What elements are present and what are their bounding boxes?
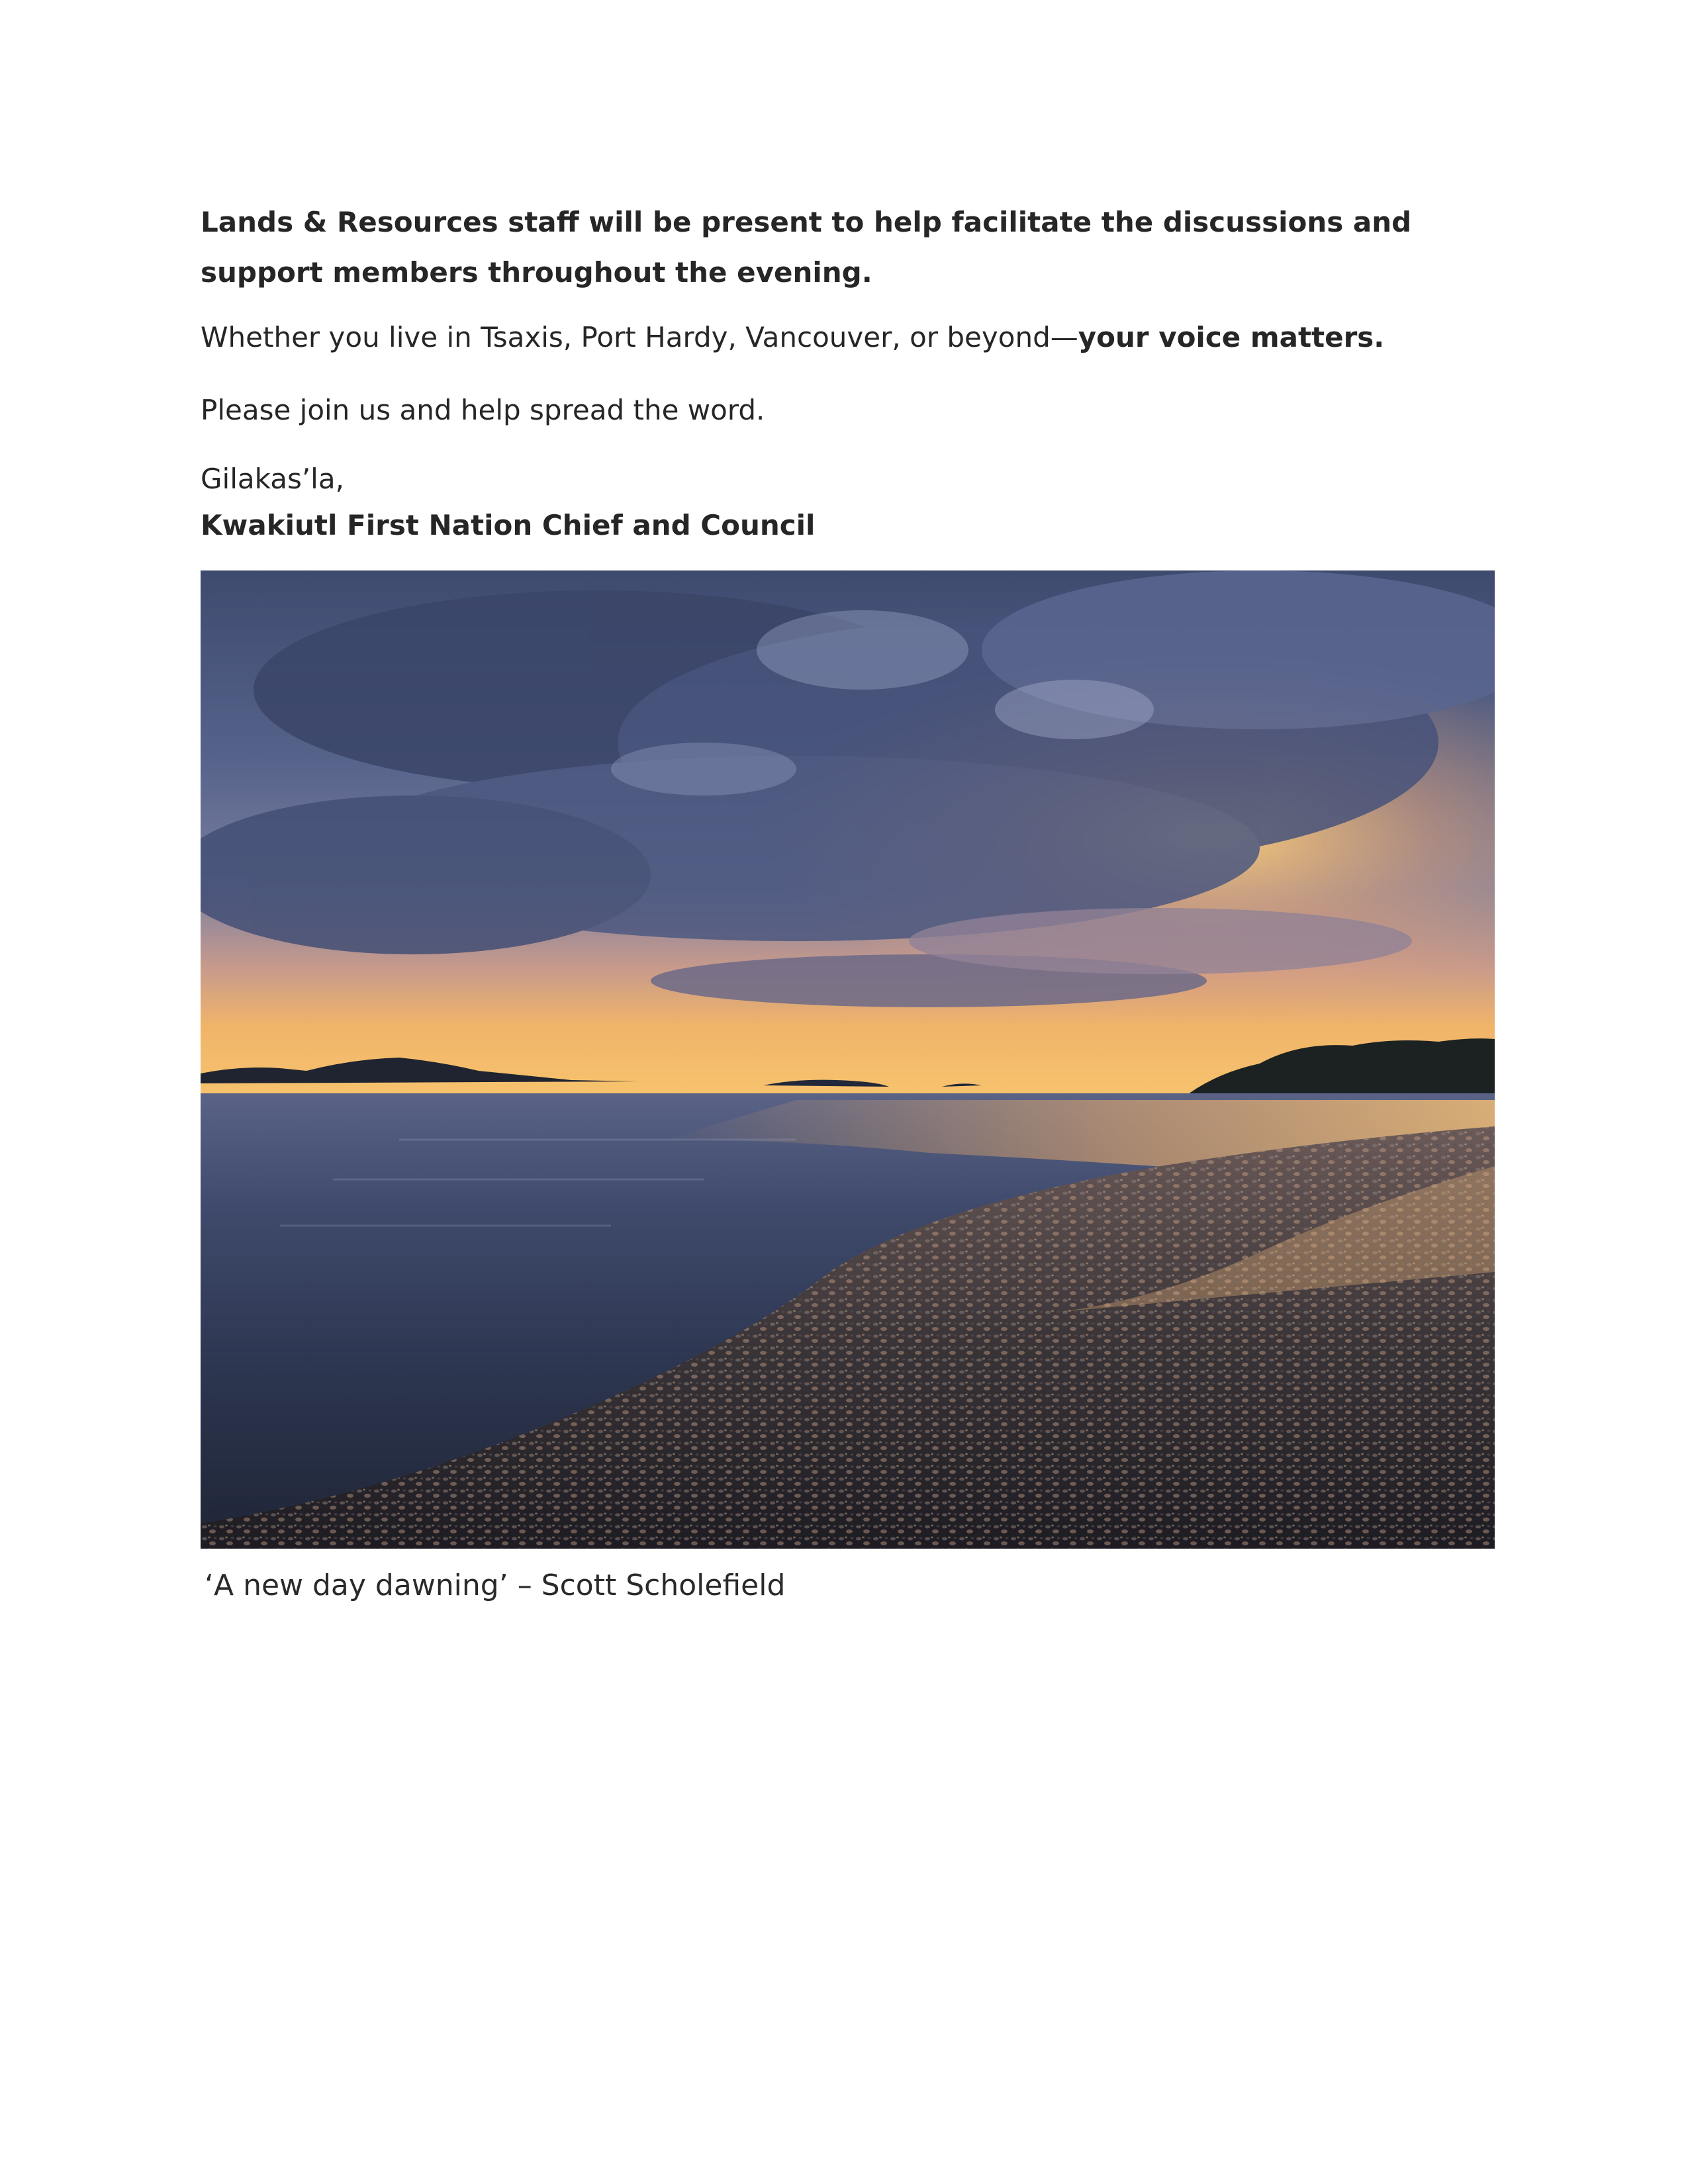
voice-prefix-text: Whether you live in Tsaxis, Port Hardy, Vancouver, or beyond— bbox=[201, 321, 1078, 353]
voice-emphasis-text: your voice matters. bbox=[1078, 321, 1385, 353]
staff-note-paragraph: Lands & Resources staff will be present to help facilitate the discussions and support members throughout the evening. bbox=[201, 206, 1412, 289]
voice-paragraph bbox=[201, 312, 1524, 363]
sunrise-landscape-illustration bbox=[201, 570, 1495, 1549]
closing-greeting: Gilakas’la, bbox=[201, 463, 344, 495]
invitation-paragraph: Please join us and help spread the word. bbox=[201, 394, 765, 426]
photo-caption: ‘A new day dawning’ – Scott Scholefield bbox=[205, 1569, 786, 1602]
closing-signature: Kwakiutl First Nation Chief and Council bbox=[201, 509, 816, 541]
sunrise-photo bbox=[201, 570, 1495, 1549]
